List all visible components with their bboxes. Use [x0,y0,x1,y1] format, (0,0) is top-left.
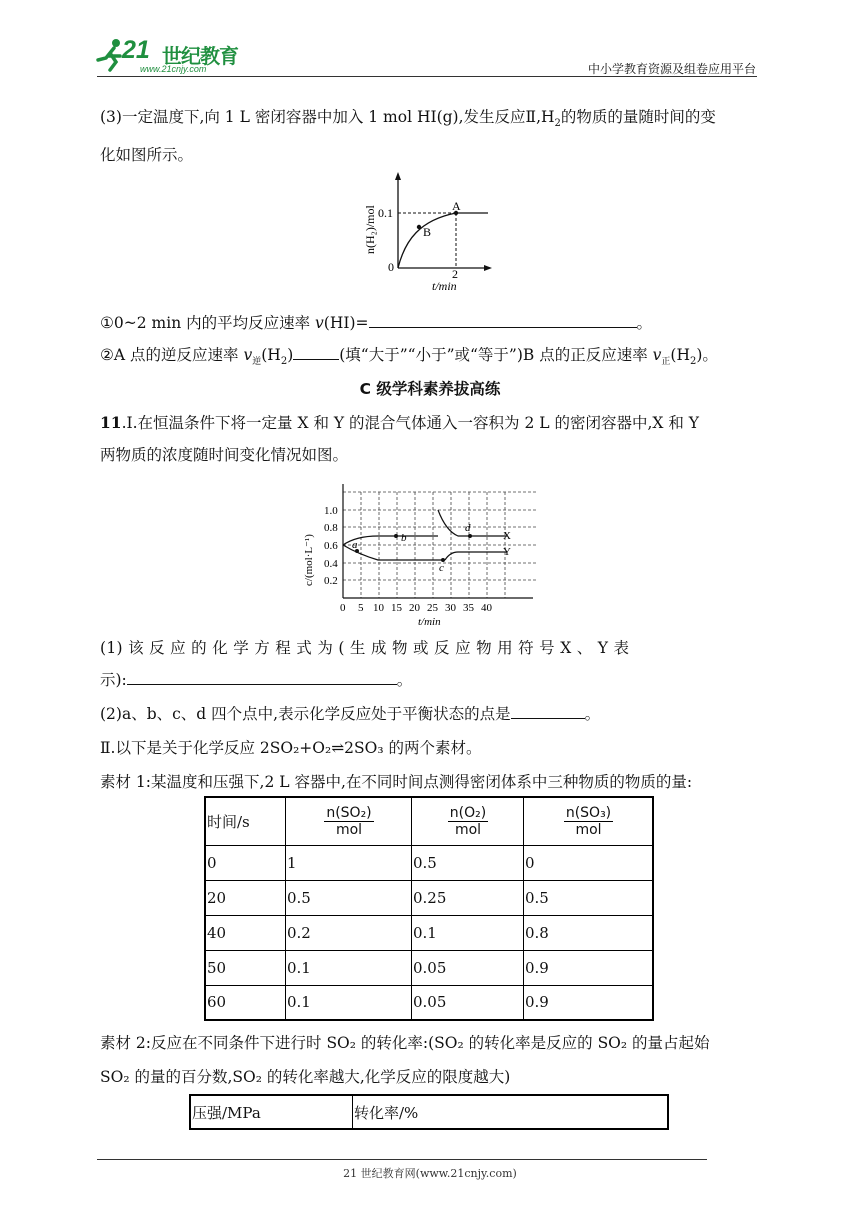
y-tick: 0.8 [324,522,338,534]
logo-url: www.21cnjy.com [140,64,207,74]
material2-line1: 素材 2:反应在不同条件下进行时 SO₂ 的转化率:(SO₂ 的转化率是反应的 SO₂ 的量占起始 [100,1034,710,1052]
table-header-row [190,1095,668,1129]
point-b-label: B [423,225,432,239]
header-conversion: 转化率/% [353,1095,669,1129]
runner-icon [96,38,124,72]
material2-line2: SO₂ 的量的百分数,SO₂ 的转化率越大,化学反应的限度越大) [100,1068,511,1086]
y-tick: 0.1 [378,206,393,220]
q11-line1: 11.Ⅰ.在恒温条件下将一定量 X 和 Y 的混合气体通入一容积为 2 L 的密闭容器中,X 和 Y [100,413,700,432]
x-tick: 40 [481,602,492,614]
answer-blank[interactable] [127,670,397,685]
q3-item1: ①0~2 min 内的平均反应速率 v(HI)= 。 [100,314,653,332]
x-tick: 20 [409,602,420,614]
series-x-label: X [503,530,511,542]
material2-table [189,1094,669,1130]
footer-divider [97,1159,707,1160]
y-tick: 1.0 [324,505,338,517]
x-tick: 35 [463,602,474,614]
x-axis-label: t/min [432,279,457,293]
table-row: 60 0.1 0.05 0.9 [205,985,653,1020]
logo-text: 世纪教育 [162,44,238,68]
header-pressure: 压强/MPa [190,1095,353,1129]
table-row: 50 0.1 0.05 0.9 [205,950,653,985]
curve-y [343,545,507,560]
table-row: 20 0.5 0.25 0.5 [205,880,653,915]
grid [343,492,538,598]
q11-part2: Ⅱ.以下是关于化学反应 2SO₂+O₂⇌2SO₃ 的两个素材。 [100,739,482,757]
section-title: C 级学科素养拔高练 [359,380,501,398]
q3-stem-line1: (3)一定温度下,向 1 L 密闭容器中加入 1 mol HI(g),发生反应$Ⅱ,H_2$的物质的量随时间的变 [100,108,716,130]
footer-text: 21 世纪教育网(www.21cnjy.com) [343,1167,517,1180]
x-tick: 15 [391,602,402,614]
concentration-graph [298,476,538,628]
x-tick: 2 [452,267,458,281]
point-d-label: d [465,522,471,534]
y-tick: 0.6 [324,540,338,552]
header-o2: $\frac{\text{n(O₂)}}{\text{mol}}$ [412,797,524,845]
y-axis-label: n(H₂)/mol [363,205,377,254]
table-header-row [205,797,653,845]
y-tick: 0.4 [324,558,338,570]
point-c-label: c [439,562,444,574]
header-time: 时间/s [205,797,286,845]
y-axis-label: c/(mol·L⁻¹) [303,534,315,586]
table-row: 0 1 0.5 0 [205,845,653,880]
header-so2: $\frac{\text{n(SO₂)}}{\text{mol}}$ [286,797,412,845]
q11-sub2: (2)a、b、c、d 四个点中,表示化学反应处于平衡状态的点是 。 [100,705,601,723]
q3-item2: ②A 点的逆反应速率 $v_逆(H_2)$ (填“大于”“小于”或“等于”)B 点的正反应速率 $v_正(H_2)$。 [100,346,718,368]
material1-text: 素材 1:某温度和压强下,2 L 容器中,在不同时间点测得密闭体系中三种物质的物质的量: [100,773,693,791]
q11-sub1-line2: 示): 。 [100,671,413,689]
x-tick: 10 [373,602,384,614]
point-a-label: A [452,199,461,213]
x-tick: 0 [340,602,346,614]
answer-blank[interactable] [511,704,585,719]
q11-line2: 两物质的浓度随时间变化情况如图。 [100,446,349,464]
header-divider [97,76,757,77]
header-so3: $\frac{\text{n(SO₃)}}{\text{mol}}$ [524,797,654,845]
site-logo [96,36,256,76]
series-y-label: Y [503,546,511,558]
h2-time-graph [360,170,500,295]
answer-blank[interactable] [293,345,339,360]
point-a-label: a [352,539,358,551]
x-tick: 5 [358,602,364,614]
platform-name: 中小学教育资源及组卷应用平台 [587,62,756,76]
x-tick: 30 [445,602,456,614]
x-axis-label: t/min [418,616,441,628]
answer-blank[interactable] [369,313,637,328]
material1-table [204,796,654,1021]
logo-number: 21 [122,36,150,64]
point-b-label: b [401,532,407,544]
table-row: 40 0.2 0.1 0.8 [205,915,653,950]
x-tick: 25 [427,602,438,614]
y-tick: 0.2 [324,575,338,587]
q3-stem-line2: 化如图所示。 [100,146,194,164]
q11-sub1-line1: (1) 该 反 应 的 化 学 方 程 式 为 ( 生 成 物 或 反 应 物 用 符 号 X 、 Y 表 [100,639,630,657]
origin-label: 0 [388,260,394,274]
curve-x [343,510,507,545]
